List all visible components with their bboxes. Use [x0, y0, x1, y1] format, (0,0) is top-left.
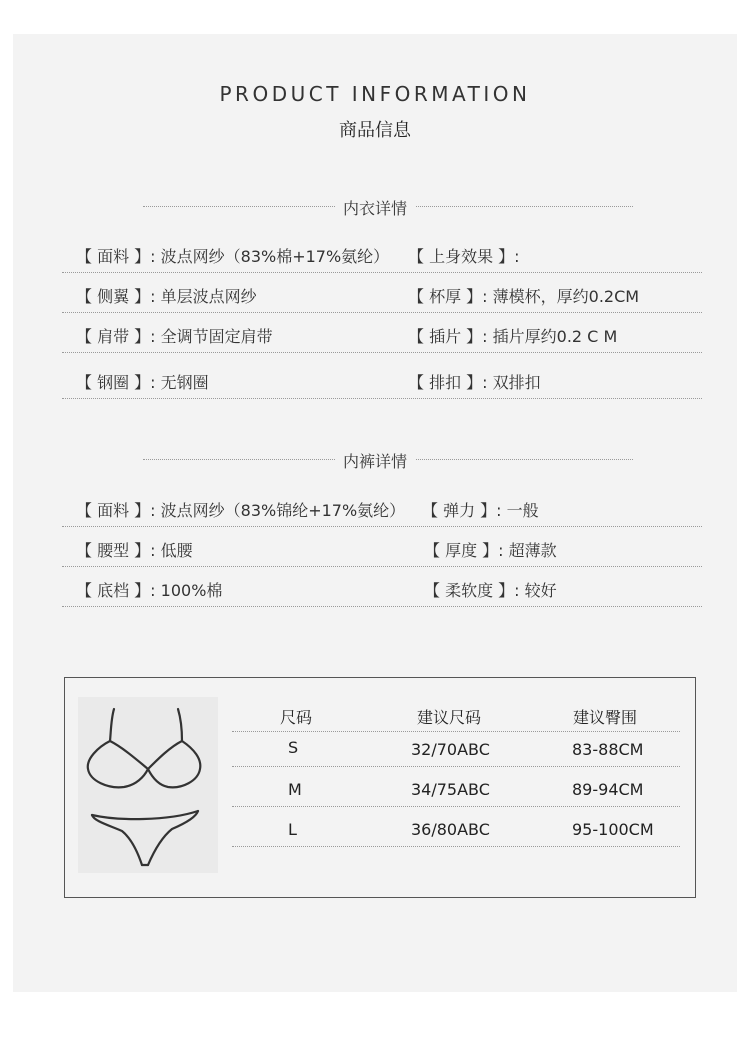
spec-left: 【 面料 】: 波点网纱（83%棉+17%氨纶） [76, 247, 390, 266]
table-divider [232, 766, 680, 767]
spec-row [62, 272, 702, 313]
size-cell: 83-88CM [572, 740, 644, 759]
spec-row [62, 312, 702, 353]
spec-right: 【 上身效果 】: [408, 247, 520, 266]
size-cell: S [288, 738, 299, 757]
table-divider [232, 806, 680, 807]
spec-left: 【 钢圈 】: 无钢圈 [76, 373, 209, 392]
spec-right: 【 弹力 】: 一般 [422, 501, 539, 520]
size-table-header: 建议尺码 [417, 708, 482, 727]
section-title-bra: 内衣详情 [0, 196, 750, 219]
spec-left: 【 底档 】: 100%棉 [76, 581, 223, 600]
size-cell: 32/70ABC [411, 740, 490, 759]
spec-right: 【 厚度 】: 超薄款 [424, 541, 557, 560]
spec-row [62, 526, 702, 567]
size-cell: 95-100CM [572, 820, 654, 839]
table-divider [232, 846, 680, 847]
size-table-header: 建议臀围 [573, 708, 638, 727]
size-cell: L [288, 820, 297, 839]
spec-left: 【 面料 】: 波点网纱（83%锦纶+17%氨纶） [76, 501, 406, 520]
table-divider [232, 731, 680, 732]
section-title-panty: 内裤详情 [0, 449, 750, 472]
spec-row [62, 566, 702, 607]
spec-right: 【 排扣 】: 双排扣 [408, 373, 541, 392]
spec-right: 【 杯厚 】: 薄模杯，厚约0.2CM [408, 287, 640, 306]
size-cell: M [288, 780, 302, 799]
size-cell: 89-94CM [572, 780, 644, 799]
spec-row [62, 232, 702, 273]
spec-left: 【 侧翼 】: 单层波点网纱 [76, 287, 257, 306]
page-title-en: PRODUCT INFORMATION [219, 82, 531, 106]
size-cell: 34/75ABC [411, 780, 490, 799]
lingerie-illustration [78, 697, 218, 873]
spec-left: 【 肩带 】: 全调节固定肩带 [76, 327, 273, 346]
spec-row [62, 486, 702, 527]
page-title-cn: 商品信息 [339, 120, 411, 141]
size-table-header: 尺码 [280, 708, 313, 727]
size-cell: 36/80ABC [411, 820, 490, 839]
spec-left: 【 腰型 】: 低腰 [76, 541, 193, 560]
spec-right: 【 柔软度 】: 较好 [424, 581, 557, 600]
spec-row [62, 358, 702, 399]
spec-right: 【 插片 】: 插片厚约0.2 C M [408, 327, 618, 346]
